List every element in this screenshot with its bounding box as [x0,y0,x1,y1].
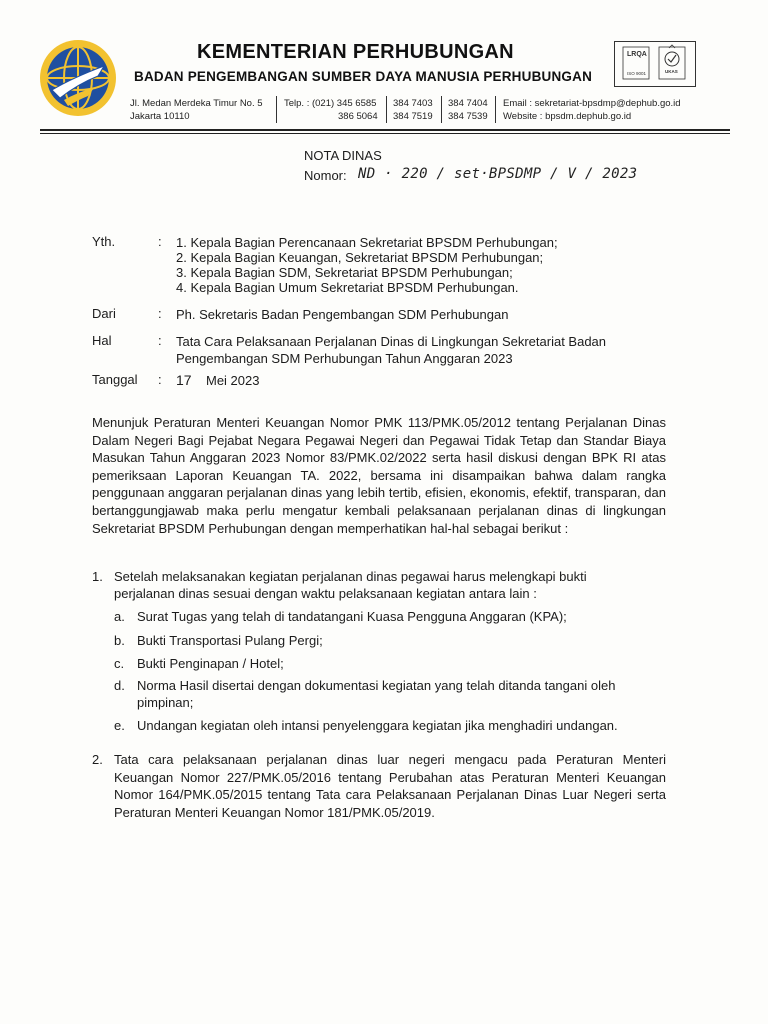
telp-main: Telp. : (021) 345 6585 [284,98,377,109]
dari-label: Dari [92,306,116,321]
telp-4a: 384 7404 [448,98,488,109]
item-1-line-2: perjalanan dinas sesuai dengan waktu pelaksanaan kegiatan antara lain : [114,586,537,601]
header-rule-thin [40,133,730,134]
ministry-name: KEMENTERIAN PERHUBUNGAN [197,41,514,63]
nomor-label: Nomor: [304,168,347,183]
recipient-2: 2. Kepala Bagian Keuangan, Sekretariat BPSDM Perhubungan; [176,250,544,265]
item-2-text: Tata cara pelaksanaan perjalanan dinas luar negeri mengacu pada Peraturan Menteri Keuangan Nomor 227/PMK.05/2016 tentang Perubahan atas Peraturan Menteri Keuangan Nomor 164/PMK.05/2015 tentang Tata cara Pelaksanaan Perjalanan Dinas Luar Negeri serta Peraturan Menteri Keuangan Nomor 181/PMK.05/2019. [114,752,666,820]
recipient-1: 1. Kepala Bagian Perencanaan Sekretariat BPSDM Perhubungan; [176,235,558,250]
iso-label: ISO 9001 [627,71,647,76]
tanggal-day: 17 [176,372,192,388]
tanggal-colon: : [158,372,162,387]
dari-colon: : [158,306,162,321]
header-rule-thick [40,129,730,131]
item-1-number: 1. [92,569,103,584]
subitem-b-letter: b. [114,633,125,648]
telp-2: 386 5064 [338,111,378,122]
certification-badges [614,41,696,87]
telp-3a: 384 7403 [393,98,433,109]
nomor-value: ND · 220 / set·BPSDMP / V / 2023 [358,166,638,182]
subitem-b-text: Bukti Transportasi Pulang Pergi; [137,633,323,648]
address-line-2: Jakarta 10110 [130,111,190,122]
hal-colon: : [158,333,162,348]
yth-colon: : [158,234,162,249]
subitem-c-text: Bukti Penginapan / Hotel; [137,656,284,671]
intro-paragraph: Menunjuk Peraturan Menteri Keuangan Nomor PMK 113/PMK.05/2012 tentang Perjalanan Dinas Dalam Negeri Bagi Pejabat Negara Pegawai Negeri dan Pegawai Tidak Tetap dan Standar Biaya Masukan Tahun Anggaran 2023 Nomor 83/PMK.02/2022 serta hasil diskusi dengan BPK RI atas pemeriksaan Laporan Keuangan TA. 2022, bersama ini disampaikan bahwa dalam rangka penggunaan anggaran perjalanan dinas yang lebih tertib, efisien, ekonomis, efektif, transparan, dan bertanggungjawab maka perlu mengatur kembali pelaksanaan perjalanan dinas di lingkungan Sekretariat BPSDM Perhubungan dengan memperhatikan hal-hal sebagai berikut : [92,415,666,536]
email-text: Email : sekretariat-bpsdmp@dephub.go.id [503,98,681,109]
subitem-d-text: Norma Hasil disertai dengan dokumentasi kegiatan yang telah ditanda tangani oleh [137,678,616,693]
document-title: NOTA DINAS [304,148,382,163]
ministry-logo-icon [38,38,118,118]
subitem-d-text-cont: pimpinan; [137,695,194,710]
item-1-line-1: Setelah melaksanakan kegiatan perjalanan dinas pegawai harus melengkapi bukti [114,569,587,584]
subitem-a-letter: a. [114,609,125,624]
item-2-number: 2. [92,752,103,767]
dari-value: Ph. Sekretaris Badan Pengembangan SDM Perhubungan [176,307,509,322]
recipient-3: 3. Kepala Bagian SDM, Sekretariat BPSDM Perhubungan; [176,265,513,280]
hal-line-2: Pengembangan SDM Perhubungan Tahun Anggaran 2023 [176,351,513,366]
address-line-1: Jl. Medan Merdeka Timur No. 5 [130,98,263,109]
subitem-e-letter: e. [114,718,125,733]
tanggal-label: Tanggal [92,372,138,387]
yth-label: Yth. [92,234,116,249]
subitem-a-text: Surat Tugas yang telah di tandatangani Kuasa Pengguna Anggaran (KPA); [137,609,567,624]
ukas-label: UKAS [665,69,678,74]
agency-name: BADAN PENGEMBANGAN SUMBER DAYA MANUSIA PERHUBUNGAN [134,69,593,84]
telp-4b: 384 7539 [448,111,488,122]
subitem-e-text: Undangan kegiatan oleh intansi penyelenggara kegiatan jika menghadiri undangan. [137,718,618,733]
telp-3b: 384 7519 [393,111,433,122]
subitem-c-letter: c. [114,656,125,671]
website-text: Website : bpsdm.dephub.go.id [503,111,632,122]
subitem-d-letter: d. [114,678,125,693]
tanggal-month-year: Mei 2023 [206,373,260,388]
recipient-4: 4. Kepala Bagian Umum Sekretariat BPSDM Perhubungan. [176,280,519,295]
hal-label: Hal [92,333,112,348]
hal-line-1: Tata Cara Pelaksanaan Perjalanan Dinas di Lingkungan Sekretariat Badan [176,334,607,349]
lrqa-label: LRQA [627,51,647,58]
